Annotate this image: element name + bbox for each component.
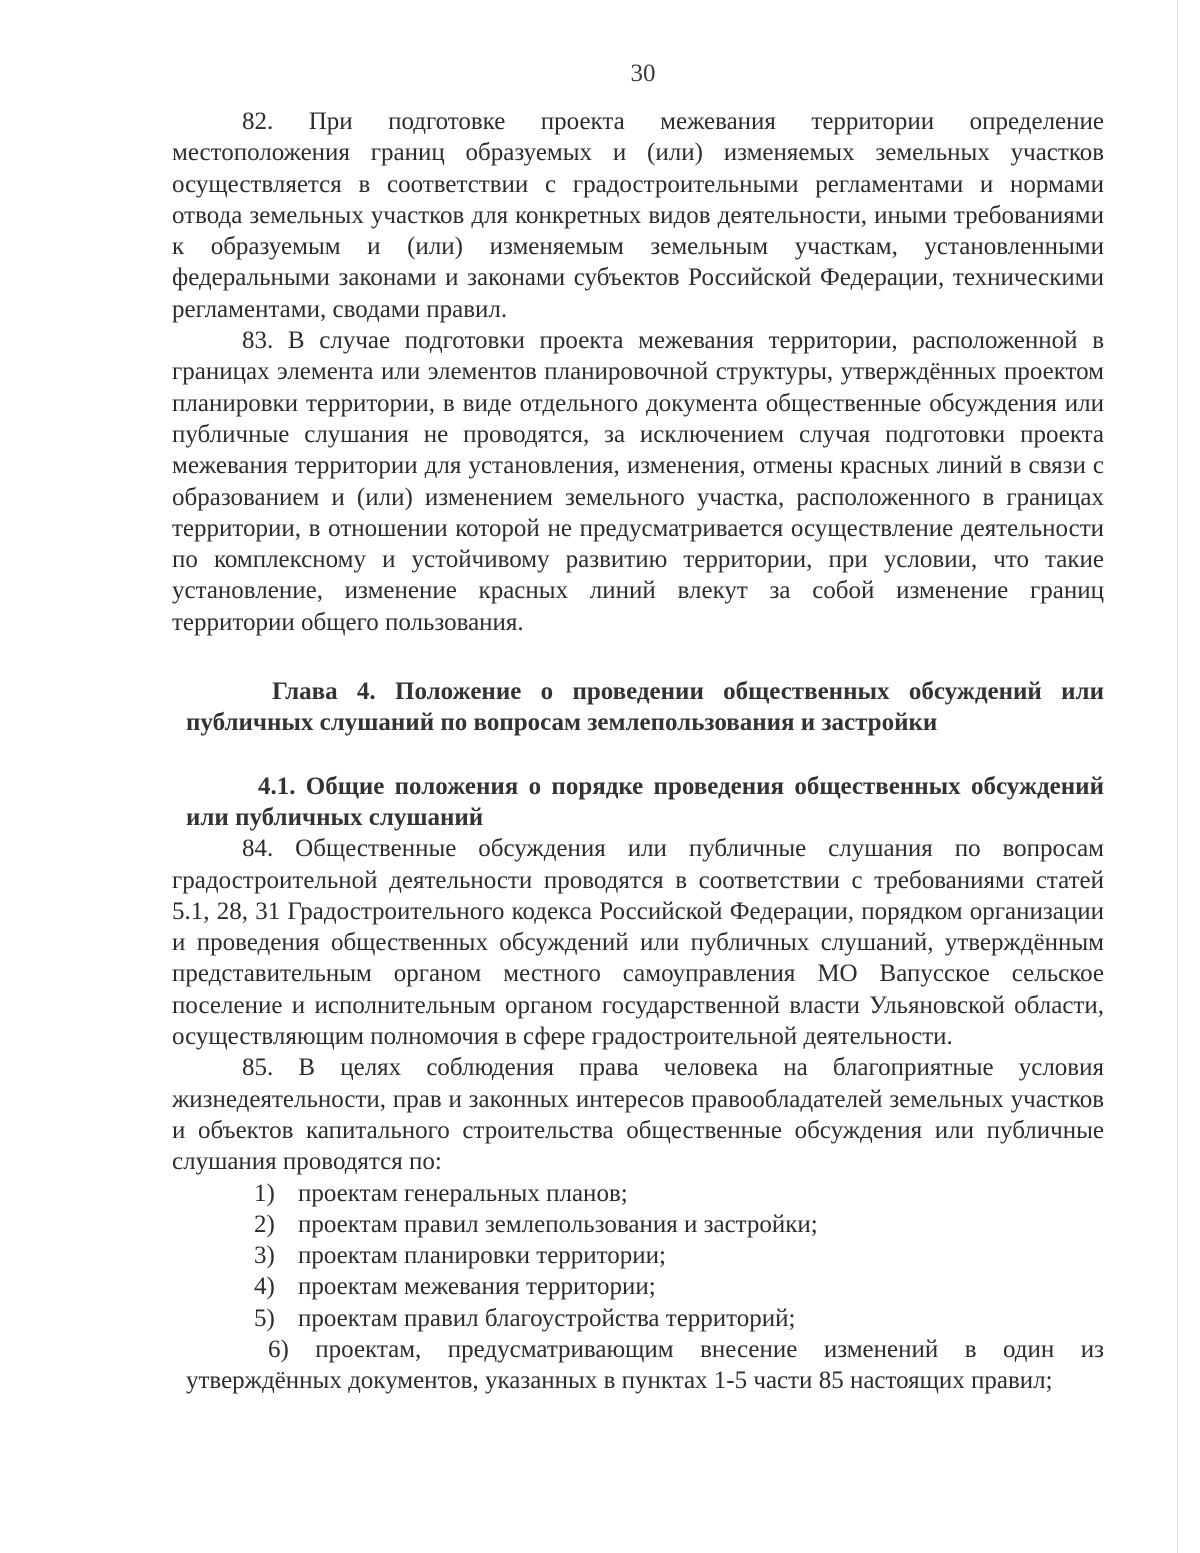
list-item-text: проектам генеральных планов; xyxy=(298,1179,628,1207)
document-body xyxy=(172,106,1104,1397)
paragraph-84: 84. Общественные обсуждения или публичные слушания по вопросам градостроительной деятельности проводятся в соответствии с требованиями статей 5.1, 28, 31 Градостроительного кодекса Российской Федерации, порядком организации и проведения общественных обсуждений или публичных слушаний, утверждённым представительным органом местного самоуправления МО Вапусское сельское поселение и исполнительным органом государственной власти Ульяновской области, осуществляющим полномочия в сфере градостроительной деятельности. xyxy=(172,835,1104,1051)
page-number: 30 xyxy=(630,60,656,87)
list-item-text: проектам планировки территории; xyxy=(298,1242,666,1270)
section-heading: 4.1. Общие положения о порядке проведения общественных обсуждений или публичных слушаний xyxy=(186,772,1104,831)
page-edge-line xyxy=(1177,0,1178,1553)
list-item-number: 4) xyxy=(254,1273,275,1301)
projects-list xyxy=(172,1178,1104,1334)
chapter-heading: Глава 4. Положение о проведении общественных обсуждений или публичных слушаний по вопросам землепользования и застройки xyxy=(186,678,1104,737)
list-item-text: проектам правил землепользования и застройки; xyxy=(298,1210,818,1238)
list-item xyxy=(172,1178,1104,1209)
list-item-text: проектам межевания территории; xyxy=(298,1273,656,1301)
list-item-6: 6) проектам, предусматривающим внесение изменений в один из утверждённых документов, указанных в пунктах 1-5 части 85 настоящих правил; xyxy=(186,1335,1104,1395)
list-item xyxy=(172,1209,1104,1240)
list-item xyxy=(172,1240,1104,1271)
list-item-text: проектам правил благоустройства территорий; xyxy=(298,1304,796,1332)
paragraph-83: 83. В случае подготовки проекта межевания территории, расположенной в границах элемента или элементов планировочной структуры, утверждённых проектом планировки территории, в виде отдельного документа общественные обсуждения или публичные слушания не проводятся, за исключением случая подготовки проекта межевания территории для установления, изменения, отмены красных линий в связи с образованием и (или) изменением земельного участка, расположенного в границах территории, в отношении которой не предусматривается осуществление деятельности по комплексному и устойчивому развитию территории, при условии, что такие установление, изменение красных линий влекут за собой изменение границ территории общего пользования. xyxy=(172,327,1104,636)
list-item-number: 5) xyxy=(254,1304,275,1332)
paragraph-85: 85. В целях соблюдения права человека на благоприятные условия жизнедеятельности, прав и законных интересов правообладателей земельных участков и объектов капитального строительства общественные обсуждения или публичные слушания проводятся по: xyxy=(172,1054,1104,1176)
list-item xyxy=(172,1271,1104,1302)
paragraph-82: 82. При подготовке проекта межевания территории определение местоположения границ образуемых и (или) изменяемых земельных участков осуществляется в соответствии с градостроительными регламентами и нормами отвода земельных участков для конкретных видов деятельности, иными требованиями к образуемым и (или) изменяемым земельным участкам, установленными федеральными законами и законами субъектов Российской Федерации, техническими регламентами, сводами правил. xyxy=(172,108,1104,323)
list-item-number: 1) xyxy=(254,1179,275,1207)
list-item-number: 3) xyxy=(254,1242,275,1270)
list-item xyxy=(172,1303,1104,1334)
list-item-number: 2) xyxy=(254,1210,275,1238)
